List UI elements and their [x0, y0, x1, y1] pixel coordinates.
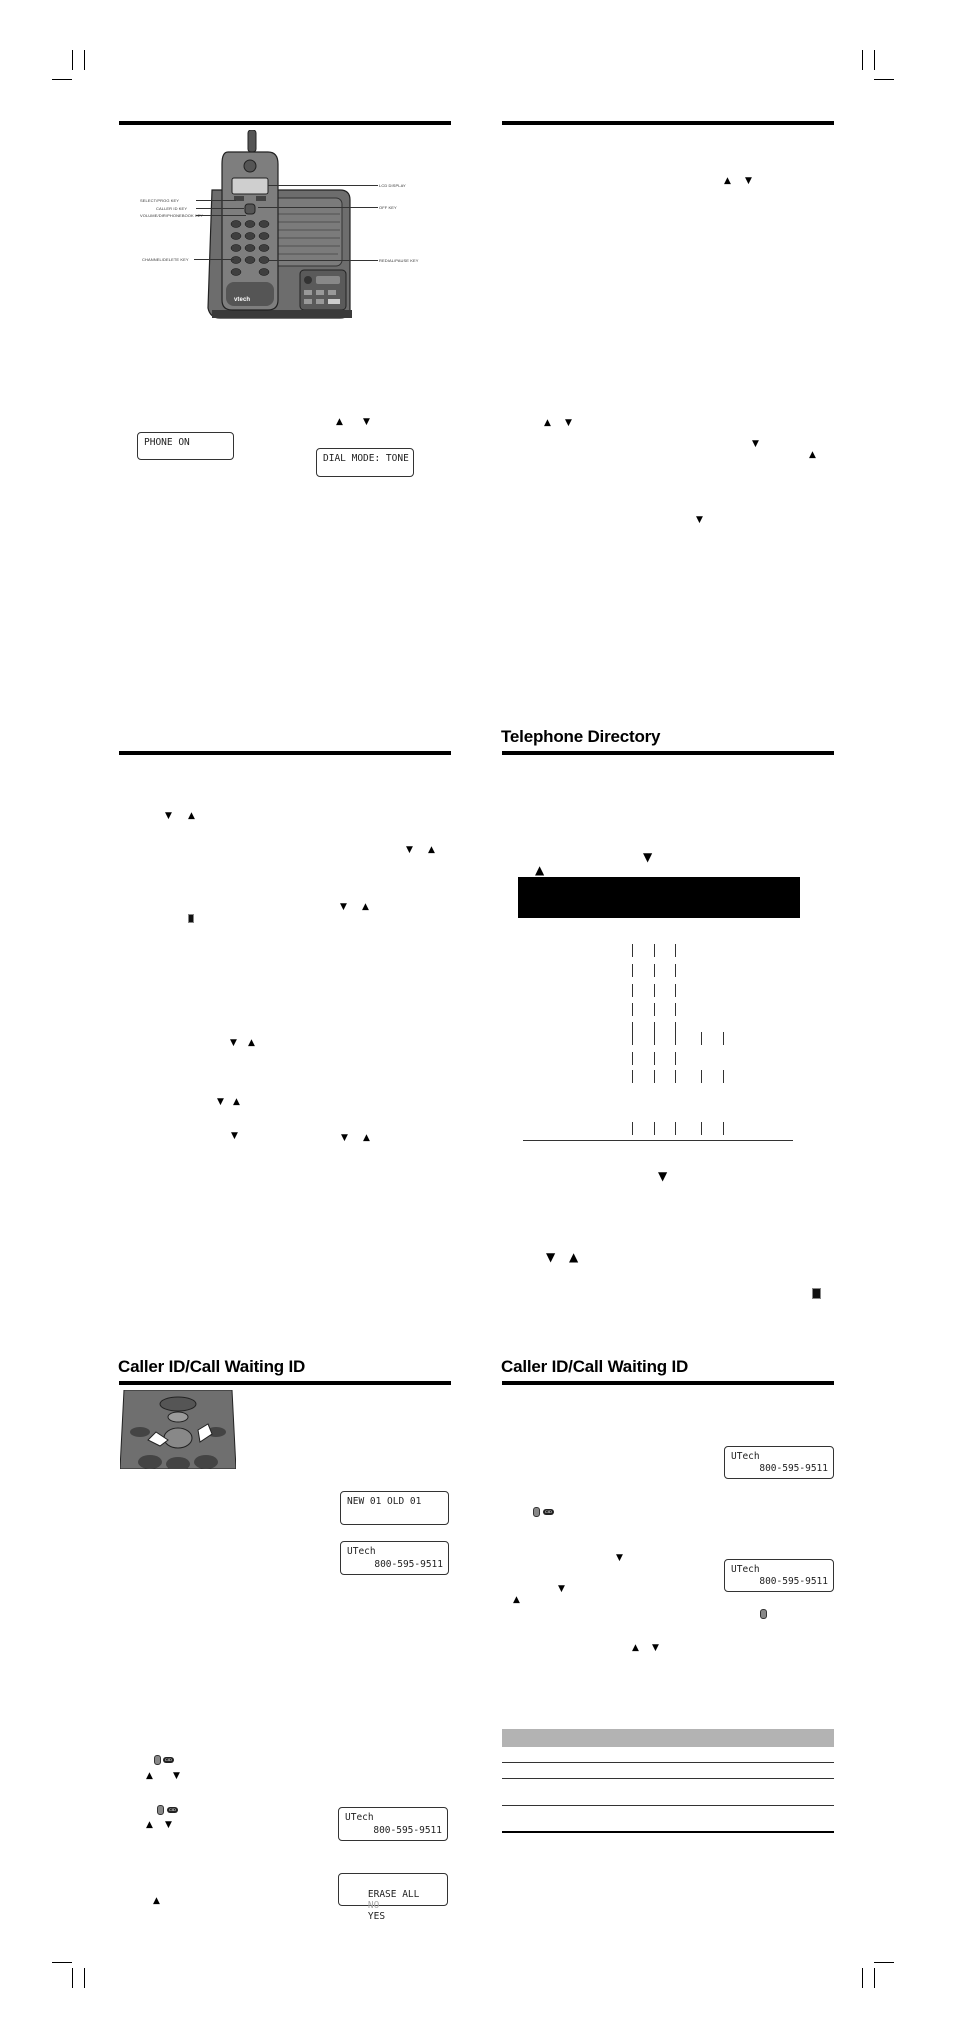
cid-badge-icon: CID: [545, 1509, 552, 1514]
crop-mark: [862, 1968, 863, 1988]
section-title-caller-id-right: Caller ID/Call Waiting ID: [501, 1357, 689, 1376]
phone-figure: [140, 130, 450, 330]
down-arrow-icon: ▼: [406, 845, 413, 855]
table-divider: [675, 1032, 676, 1045]
lcd-erase-prompt: [345, 1878, 419, 1933]
handset-closeup-image: [120, 1390, 236, 1469]
table-divider: [654, 1052, 655, 1065]
table-divider: [723, 1070, 724, 1083]
callout-channel-delete: CHANNEL/DELETE KEY: [142, 257, 189, 262]
lcd-caller-review: [338, 1807, 448, 1841]
lcd-text: NEW 01 OLD 01: [347, 1496, 422, 1507]
crop-mark: [84, 50, 85, 70]
lcd-text: DIAL MODE: TONE: [323, 453, 409, 464]
table-divider: [632, 984, 633, 997]
table-divider: [654, 1003, 655, 1016]
table-divider: [632, 964, 633, 977]
table-bottom-rule: [502, 1831, 834, 1833]
callout-line: [268, 185, 378, 186]
section-rule: [502, 1381, 834, 1385]
crop-mark: [52, 79, 72, 80]
down-arrow-icon: ▼: [752, 439, 759, 449]
callout-lcd-display: LCD DISPLAY: [379, 183, 406, 188]
lcd-phone-on: [137, 432, 234, 460]
down-arrow-icon: ▼: [217, 1097, 224, 1107]
callout-line: [196, 215, 246, 216]
down-arrow-icon: ▼: [165, 1820, 172, 1830]
up-arrow-icon: ▲: [513, 1595, 520, 1605]
up-arrow-icon: ▲: [569, 1250, 579, 1264]
up-arrow-icon: ▲: [428, 845, 435, 855]
callout-volume: VOLUME/DIR/PHONEBOOK KEY: [140, 213, 204, 218]
up-arrow-icon: ▲: [809, 450, 816, 460]
section-title-directory: Telephone Directory: [501, 727, 661, 746]
table-divider: [632, 1122, 633, 1135]
crop-mark: [874, 1968, 875, 1988]
callout-line: [258, 207, 378, 208]
erase-all-text: ERASE ALL: [367, 1889, 420, 1900]
table-divider: [675, 1070, 676, 1083]
down-arrow-icon: ▼: [658, 1169, 668, 1183]
table-divider: [701, 1070, 702, 1083]
down-arrow-icon: ▼: [565, 418, 572, 428]
down-arrow-icon: ▼: [546, 1250, 556, 1264]
table-divider: [654, 1122, 655, 1135]
up-arrow-icon: ▲: [724, 176, 731, 186]
key-icon: [812, 1288, 821, 1299]
table-divider: [654, 964, 655, 977]
table-divider: [632, 1032, 633, 1045]
section-rule: [502, 751, 834, 755]
table-divider: [632, 1052, 633, 1065]
lcd-caller-entry: [340, 1541, 449, 1575]
callout-off-key: OFF KEY: [379, 205, 397, 210]
down-arrow-icon: ▼: [173, 1771, 180, 1781]
table-divider: [723, 1122, 724, 1135]
lcd-caller-entry: [724, 1559, 834, 1592]
table-row-divider: [502, 1762, 834, 1763]
up-arrow-icon: ▲: [233, 1097, 240, 1107]
up-arrow-icon: ▲: [632, 1643, 639, 1653]
callout-line: [268, 260, 378, 261]
crop-mark: [52, 1962, 72, 1963]
erase-yes-option: YES: [367, 1911, 386, 1922]
callout-line: [196, 200, 236, 201]
table-row-divider: [502, 1778, 834, 1779]
crop-mark: [874, 50, 875, 70]
phone-brand-logo: vtech: [234, 297, 251, 303]
crop-mark: [862, 50, 863, 70]
down-arrow-icon: ▼: [165, 811, 172, 821]
section-title-caller-id-left: Caller ID/Call Waiting ID: [118, 1357, 306, 1376]
down-arrow-icon: ▼: [363, 417, 370, 427]
down-arrow-icon: ▼: [230, 1038, 237, 1048]
table-divider: [675, 1052, 676, 1065]
cordless-phone-illustration: [150, 130, 450, 330]
up-arrow-icon: ▲: [363, 1133, 370, 1143]
table-divider: [632, 1070, 633, 1083]
up-arrow-icon: ▲: [336, 417, 343, 427]
table-divider: [675, 984, 676, 997]
table-divider: [654, 1070, 655, 1083]
lcd-new-old: [340, 1491, 449, 1525]
lcd-caller-number: 800-595-9511: [373, 1825, 442, 1836]
up-arrow-icon: ▲: [248, 1038, 255, 1048]
erase-no-option: NO: [367, 1900, 380, 1911]
lcd-text: PHONE ON: [144, 437, 190, 448]
lcd-dial-mode: [316, 448, 414, 477]
up-arrow-icon: ▲: [544, 418, 551, 428]
down-arrow-icon: ▼: [643, 850, 653, 864]
lcd-caller-name: UTech: [347, 1546, 376, 1557]
lcd-caller-number: 800-595-9511: [759, 1576, 828, 1587]
table-divider: [632, 944, 633, 957]
caller-id-button-icon: [760, 1609, 767, 1619]
lcd-caller-number: 800-595-9511: [374, 1559, 443, 1570]
table-divider: [675, 944, 676, 957]
up-arrow-icon: ▲: [188, 811, 195, 821]
crop-mark: [84, 1968, 85, 1988]
table-divider: [654, 1032, 655, 1045]
section-rule: [119, 1381, 451, 1385]
down-arrow-icon: ▼: [652, 1643, 659, 1653]
crop-mark: [874, 79, 894, 80]
up-arrow-icon: ▲: [535, 863, 545, 877]
down-arrow-icon: ▼: [696, 515, 703, 525]
down-arrow-icon: ▼: [616, 1553, 623, 1563]
crop-mark: [874, 1962, 894, 1963]
table-row-divider: [502, 1805, 834, 1806]
section-rule: [502, 121, 834, 125]
lcd-caller-name: UTech: [731, 1564, 760, 1575]
table-divider: [701, 1032, 702, 1045]
directory-dark-panel: [518, 877, 800, 918]
key-icon: [188, 914, 194, 923]
down-arrow-icon: ▼: [745, 176, 752, 186]
callout-line: [194, 259, 234, 260]
down-arrow-icon: ▼: [341, 1133, 348, 1143]
crop-mark: [72, 1968, 73, 1988]
callout-redial-pause: REDIAL/PAUSE KEY: [379, 258, 419, 263]
section-rule: [119, 121, 451, 125]
section-rule: [119, 751, 451, 755]
callout-select-prog: SELECT/PROG KEY: [140, 198, 180, 203]
table-header-bar: [502, 1729, 834, 1747]
lcd-caller-name: UTech: [731, 1451, 760, 1462]
lcd-caller-number: 800-595-9511: [759, 1463, 828, 1474]
lcd-caller-name: UTech: [345, 1812, 374, 1823]
callout-caller-id: CALLER ID KEY: [156, 206, 188, 211]
up-arrow-icon: ▲: [362, 902, 369, 912]
table-divider: [723, 1032, 724, 1045]
table-divider: [701, 1122, 702, 1135]
callout-line: [196, 208, 244, 209]
up-arrow-icon: ▲: [153, 1896, 160, 1906]
table-divider: [632, 1003, 633, 1016]
table-bottom-rule: [523, 1140, 793, 1141]
cid-badge-icon: CID: [165, 1757, 172, 1762]
table-divider: [675, 1122, 676, 1135]
table-divider: [675, 964, 676, 977]
crop-mark: [72, 50, 73, 70]
cid-badge-icon: CID: [169, 1807, 176, 1812]
down-arrow-icon: ▼: [340, 902, 347, 912]
table-divider: [654, 944, 655, 957]
up-arrow-icon: ▲: [146, 1820, 153, 1830]
lcd-erase-all: [338, 1873, 448, 1922]
down-arrow-icon: ▼: [231, 1131, 238, 1141]
table-divider: [654, 984, 655, 997]
lcd-caller-entry: [724, 1446, 834, 1479]
caller-id-button-icon: [157, 1805, 164, 1815]
up-arrow-icon: ▲: [146, 1771, 153, 1781]
caller-id-button-icon: [154, 1755, 161, 1765]
table-divider: [675, 1003, 676, 1016]
down-arrow-icon: ▼: [558, 1584, 565, 1594]
caller-id-button-icon: [533, 1507, 540, 1517]
